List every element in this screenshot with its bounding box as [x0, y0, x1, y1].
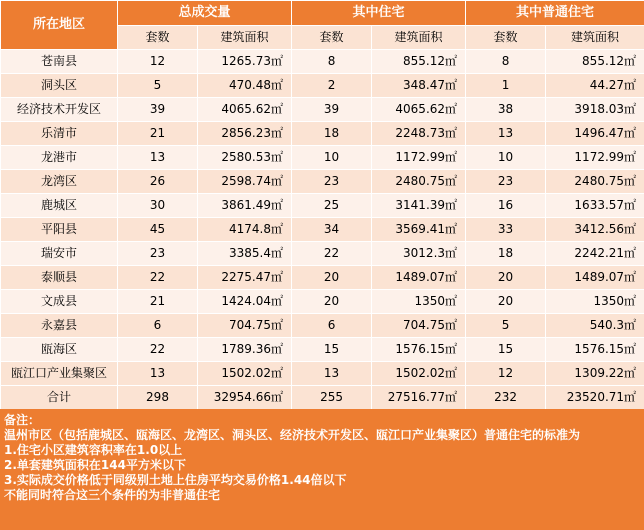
ordinary-area-cell: 1496.47㎡	[546, 122, 644, 146]
table-row	[1, 74, 644, 98]
residential-group-header: 其中住宅	[292, 1, 466, 26]
ordinary-units-cell: 10	[466, 146, 546, 170]
ordinary-area-cell: 3412.56㎡	[546, 218, 644, 242]
residential-area-cell: 2248.73㎡	[372, 122, 466, 146]
ordinary-area-cell: 1172.99㎡	[546, 146, 644, 170]
table-row	[1, 50, 644, 74]
residential-units-cell: 255	[292, 386, 372, 410]
total-area-cell: 2580.53㎡	[198, 146, 292, 170]
ordinary-units-cell: 20	[466, 266, 546, 290]
total-units-cell: 39	[118, 98, 198, 122]
notes-line-2: 1.住宅小区建筑容积率在1.0以上	[4, 443, 183, 457]
notes-line-4: 3.实际成交价格低于同级别土地上住房平均交易价格1.44倍以下	[4, 473, 347, 487]
total-area-cell: 32954.66㎡	[198, 386, 292, 410]
ordinary-area-cell: 540.3㎡	[546, 314, 644, 338]
residential-area-cell: 1489.07㎡	[372, 266, 466, 290]
residential-units-cell: 23	[292, 170, 372, 194]
total-group-header: 总成交量	[118, 1, 292, 26]
region-cell: 龙湾区	[1, 170, 118, 194]
total-units-cell: 22	[118, 266, 198, 290]
ordinary-units-cell: 38	[466, 98, 546, 122]
table-row	[1, 170, 644, 194]
ordinary-units-cell: 1	[466, 74, 546, 98]
residential-area-cell: 1172.99㎡	[372, 146, 466, 170]
ordinary-units-cell: 12	[466, 362, 546, 386]
residential-units-cell: 20	[292, 290, 372, 314]
total-units-cell: 45	[118, 218, 198, 242]
region-cell: 鹿城区	[1, 194, 118, 218]
table-row	[1, 242, 644, 266]
residential-area-cell: 3012.3㎡	[372, 242, 466, 266]
total-units-cell: 12	[118, 50, 198, 74]
ordinary-area-header: 建筑面积	[546, 26, 644, 50]
table-row	[1, 122, 644, 146]
residential-area-cell: 348.47㎡	[372, 74, 466, 98]
ordinary-units-cell: 16	[466, 194, 546, 218]
total-area-cell: 1789.36㎡	[198, 338, 292, 362]
notes-line-1: 温州市区（包括鹿城区、瓯海区、龙湾区、洞头区、经济技术开发区、瓯江口产业集聚区）普通住宅的标准为	[4, 428, 581, 442]
residential-area-cell: 2480.75㎡	[372, 170, 466, 194]
residential-area-cell: 1502.02㎡	[372, 362, 466, 386]
ordinary-units-cell: 232	[466, 386, 546, 410]
total-area-cell: 2275.47㎡	[198, 266, 292, 290]
ordinary-area-cell: 2480.75㎡	[546, 170, 644, 194]
ordinary-units-header: 套数	[466, 26, 546, 50]
region-cell: 洞头区	[1, 74, 118, 98]
residential-area-cell: 855.12㎡	[372, 50, 466, 74]
total-area-cell: 704.75㎡	[198, 314, 292, 338]
notes-line-3: 2.单套建筑面积在144平方米以下	[4, 458, 186, 472]
region-cell: 龙港市	[1, 146, 118, 170]
ordinary-area-cell: 855.12㎡	[546, 50, 644, 74]
residential-units-cell: 6	[292, 314, 372, 338]
ordinary-area-cell: 1489.07㎡	[546, 266, 644, 290]
table-row	[1, 146, 644, 170]
region-cell: 乐清市	[1, 122, 118, 146]
ordinary-area-cell: 1350㎡	[546, 290, 644, 314]
region-cell: 瑞安市	[1, 242, 118, 266]
ordinary-units-cell: 23	[466, 170, 546, 194]
region-cell: 合计	[1, 386, 118, 410]
residential-area-cell: 3141.39㎡	[372, 194, 466, 218]
table-row	[1, 98, 644, 122]
region-cell: 瓯江口产业集聚区	[1, 362, 118, 386]
total-units-cell: 21	[118, 290, 198, 314]
region-cell: 永嘉县	[1, 314, 118, 338]
ordinary-units-cell: 15	[466, 338, 546, 362]
header-row	[1, 1, 644, 26]
total-area-cell: 2598.74㎡	[198, 170, 292, 194]
total-units-header: 套数	[118, 26, 198, 50]
residential-area-header: 建筑面积	[372, 26, 466, 50]
total-row	[1, 386, 644, 410]
ordinary-area-cell: 1576.15㎡	[546, 338, 644, 362]
region-cell: 瓯海区	[1, 338, 118, 362]
region-cell: 文成县	[1, 290, 118, 314]
residential-units-cell: 22	[292, 242, 372, 266]
total-area-cell: 2856.23㎡	[198, 122, 292, 146]
table-row	[1, 314, 644, 338]
total-area-cell: 4065.62㎡	[198, 98, 292, 122]
total-area-cell: 1502.02㎡	[198, 362, 292, 386]
total-units-cell: 5	[118, 74, 198, 98]
region-cell: 经济技术开发区	[1, 98, 118, 122]
residential-units-cell: 10	[292, 146, 372, 170]
residential-area-cell: 1350㎡	[372, 290, 466, 314]
table-row	[1, 266, 644, 290]
total-area-header: 建筑面积	[198, 26, 292, 50]
total-units-cell: 22	[118, 338, 198, 362]
total-units-cell: 13	[118, 362, 198, 386]
residential-units-cell: 8	[292, 50, 372, 74]
region-cell: 泰顺县	[1, 266, 118, 290]
total-area-cell: 470.48㎡	[198, 74, 292, 98]
total-area-cell: 3385.4㎡	[198, 242, 292, 266]
residential-area-cell: 704.75㎡	[372, 314, 466, 338]
notes-line-5: 不能同时符合这三个条件的为非普通住宅	[4, 488, 221, 502]
region-cell: 平阳县	[1, 218, 118, 242]
total-units-cell: 13	[118, 146, 198, 170]
total-area-cell: 1265.73㎡	[198, 50, 292, 74]
ordinary-area-cell: 44.27㎡	[546, 74, 644, 98]
ordinary-units-cell: 20	[466, 290, 546, 314]
ordinary-units-cell: 13	[466, 122, 546, 146]
total-area-cell: 1424.04㎡	[198, 290, 292, 314]
total-area-cell: 4174.8㎡	[198, 218, 292, 242]
total-units-cell: 30	[118, 194, 198, 218]
notes-box	[0, 409, 644, 530]
notes-title: 备注：	[4, 413, 41, 427]
table-row	[1, 218, 644, 242]
residential-units-cell: 20	[292, 266, 372, 290]
ordinary-area-cell: 3918.03㎡	[546, 98, 644, 122]
residential-units-cell: 2	[292, 74, 372, 98]
residential-units-cell: 13	[292, 362, 372, 386]
residential-area-cell: 4065.62㎡	[372, 98, 466, 122]
region-cell: 苍南县	[1, 50, 118, 74]
total-units-cell: 21	[118, 122, 198, 146]
residential-area-cell: 1576.15㎡	[372, 338, 466, 362]
region-header: 所在地区	[1, 1, 118, 50]
residential-units-cell: 18	[292, 122, 372, 146]
ordinary-area-cell: 23520.71㎡	[546, 386, 644, 410]
table-row	[1, 290, 644, 314]
ordinary-units-cell: 5	[466, 314, 546, 338]
residential-area-cell: 3569.41㎡	[372, 218, 466, 242]
table-row	[1, 194, 644, 218]
total-units-cell: 26	[118, 170, 198, 194]
ordinary-units-cell: 33	[466, 218, 546, 242]
ordinary-units-cell: 8	[466, 50, 546, 74]
total-units-cell: 298	[118, 386, 198, 410]
total-units-cell: 6	[118, 314, 198, 338]
ordinary-area-cell: 1633.57㎡	[546, 194, 644, 218]
ordinary-units-cell: 18	[466, 242, 546, 266]
residential-units-cell: 34	[292, 218, 372, 242]
table-row	[1, 338, 644, 362]
total-area-cell: 3861.49㎡	[198, 194, 292, 218]
total-units-cell: 23	[118, 242, 198, 266]
residential-units-cell: 15	[292, 338, 372, 362]
residential-units-cell: 25	[292, 194, 372, 218]
ordinary-area-cell: 1309.22㎡	[546, 362, 644, 386]
ordinary-area-cell: 2242.21㎡	[546, 242, 644, 266]
residential-area-cell: 27516.77㎡	[372, 386, 466, 410]
residential-units-cell: 39	[292, 98, 372, 122]
ordinary-group-header: 其中普通住宅	[466, 1, 644, 26]
table-row	[1, 362, 644, 386]
residential-units-header: 套数	[292, 26, 372, 50]
